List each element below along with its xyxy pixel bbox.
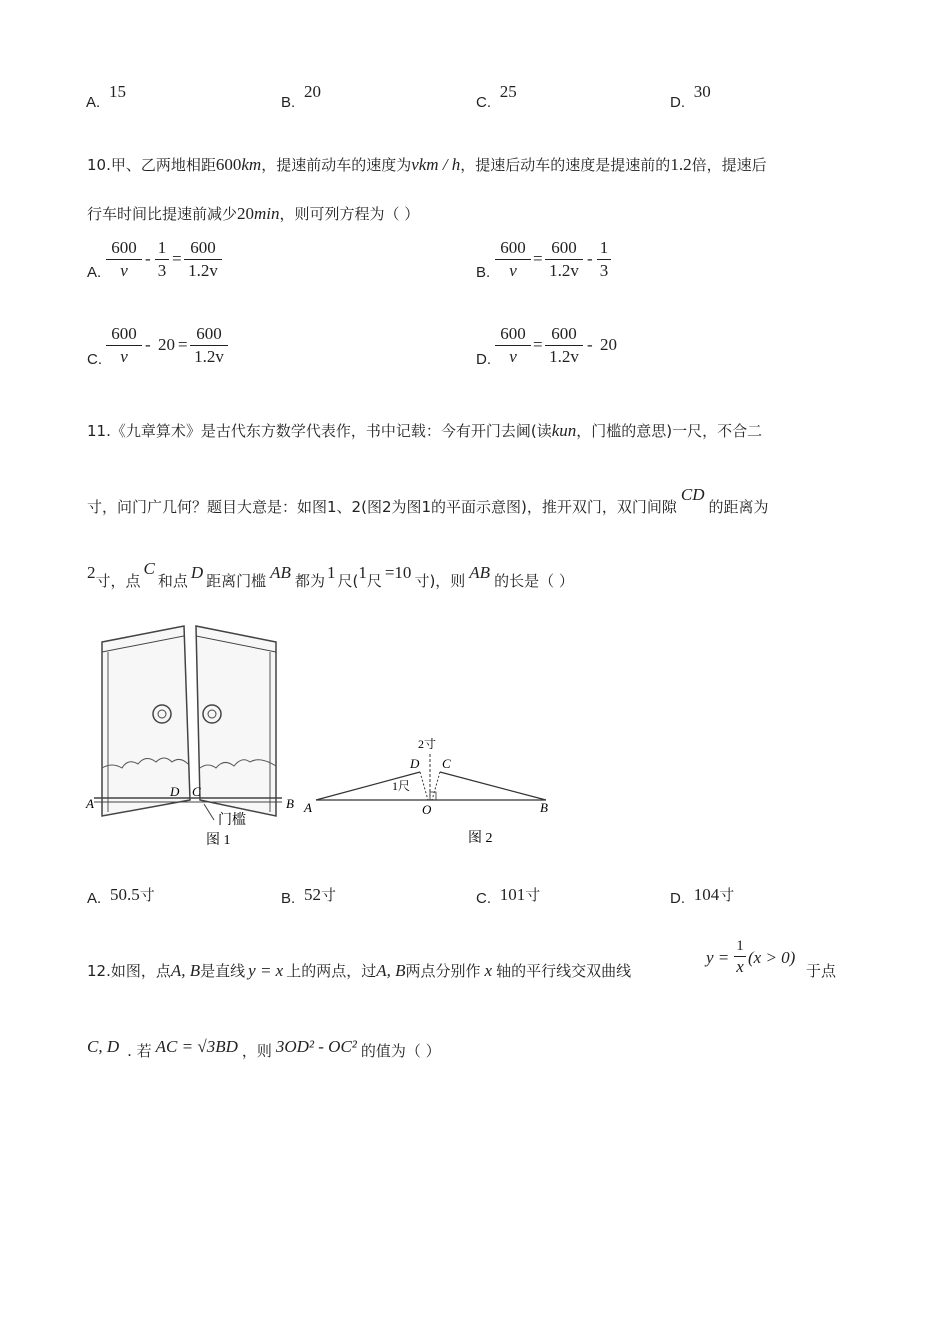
denominator: v — [120, 347, 128, 366]
q11-c: C — [143, 559, 155, 578]
option-label: A. — [86, 94, 101, 111]
fraction — [184, 237, 222, 282]
option-value: 50.5 — [109, 885, 140, 904]
denominator: v — [120, 261, 128, 280]
operator: - — [587, 335, 593, 354]
q10-stem-line2 — [87, 203, 419, 224]
denominator: v — [509, 347, 517, 366]
q9-option-c[interactable] — [476, 82, 517, 112]
fraction — [545, 323, 583, 368]
fig2-label-c: C — [442, 756, 451, 771]
fig1-label-d: D — [170, 784, 180, 799]
denominator: v — [509, 261, 517, 280]
q12-text: ，则 — [241, 1042, 272, 1060]
q10-text: ，提速后动车的速度是提速前的 — [460, 156, 671, 174]
q11-stem-line2 — [87, 485, 769, 517]
denominator: x — [736, 957, 744, 976]
q11-stem-line1 — [87, 420, 762, 441]
fig1-label-b: B — [286, 796, 294, 811]
q11-option-d[interactable] — [670, 887, 734, 908]
q11-option-a[interactable] — [87, 887, 155, 908]
q12-curve-y: y = — [706, 948, 730, 967]
q11-option-c[interactable] — [476, 887, 540, 908]
fig2-label-a: A — [304, 800, 312, 815]
fig1-threshold-label: 门槛 — [218, 813, 246, 828]
q11-text: 尺( — [337, 572, 359, 590]
fraction — [106, 237, 142, 282]
q11-equals-ten: =10 — [384, 563, 412, 582]
q11-kun: kun — [551, 421, 577, 440]
numerator: 1 — [155, 237, 169, 260]
q11-text: 11.《九章算术》是古代东方数学代表作，书中记载：今有开门去阃(读 — [87, 422, 552, 440]
threshold-pointer — [204, 804, 214, 820]
fraction — [597, 237, 611, 282]
fig2-side-label: 1尺 — [392, 779, 411, 793]
q11-stem-line3 — [87, 559, 574, 591]
q12-expression: 3OD² - OC² — [275, 1037, 357, 1056]
option-value: 104 — [693, 885, 720, 904]
option-label: C. — [87, 351, 102, 368]
numerator: 600 — [495, 323, 531, 346]
numerator: 1 — [597, 237, 611, 260]
q10-text: 行车时间比提速前减少 — [87, 205, 238, 223]
q12-text: 上的两点，过 — [286, 962, 377, 980]
fraction — [155, 237, 169, 282]
q11-text: 都为 — [294, 572, 325, 590]
q11-one: 1 — [326, 563, 336, 582]
numerator: 600 — [495, 237, 531, 260]
numerator: 600 — [184, 237, 222, 260]
line-cb — [440, 772, 546, 800]
fig2-label-o: O — [422, 802, 432, 817]
q10-speed: vkm / h — [411, 155, 461, 174]
q12-text: . 若 — [127, 1042, 152, 1060]
q10-distance: 600 — [215, 155, 242, 174]
denominator: 3 — [157, 261, 167, 280]
option-label: B. — [281, 94, 296, 111]
q12-ratio: AC = √3BD — [155, 1037, 238, 1056]
q10-text: ，则可列方程为（ ） — [279, 205, 420, 223]
q11-text: 距离门槛 — [206, 572, 267, 590]
q11-text: 尺 — [366, 572, 382, 590]
fig2-label-d: D — [410, 756, 420, 771]
q11-cd: CD — [680, 485, 705, 504]
operator: - — [145, 335, 151, 354]
q10-text: ，提速前动车的速度为 — [261, 156, 412, 174]
option-value: 15 — [108, 82, 126, 101]
q12-text: 两点分别作 — [405, 962, 481, 980]
constant: 20 — [600, 335, 617, 354]
figure-2 — [302, 728, 564, 850]
q11-ab: AB — [270, 563, 291, 582]
denominator: 1.2v — [549, 261, 579, 280]
equals: = — [533, 335, 543, 354]
q11-text: 的距离为 — [708, 498, 769, 516]
q12-text: 轴的平行线交双曲线 — [496, 962, 632, 980]
denominator: 1.2v — [549, 347, 579, 366]
equals: = — [533, 249, 543, 268]
q11-two: 2 — [87, 563, 96, 582]
option-label: A. — [87, 264, 102, 281]
denominator: 1.2v — [188, 261, 218, 280]
q12-text: 的值为（ ） — [360, 1042, 441, 1060]
option-value: 30 — [693, 82, 711, 101]
option-label: B. — [476, 264, 491, 281]
q9-option-a[interactable] — [86, 82, 126, 112]
numerator: 600 — [106, 237, 142, 260]
q9-option-b[interactable] — [281, 82, 321, 112]
operator: - — [145, 249, 151, 268]
line-do — [420, 772, 428, 800]
fraction — [190, 323, 228, 368]
q12-line-equation: y = x — [248, 961, 284, 980]
option-value: 25 — [499, 82, 517, 101]
option-value: 101 — [499, 885, 526, 904]
fraction — [545, 237, 583, 282]
q11-text: ，门槛的意思)一尺，不合二 — [576, 422, 763, 440]
fraction — [495, 323, 531, 368]
numerator: 600 — [545, 323, 583, 346]
q10-reduce: 20 — [237, 204, 255, 223]
denominator: 3 — [599, 261, 609, 280]
q12-ab: A, B — [170, 961, 201, 980]
fig2-caption: 图 2 — [468, 831, 493, 846]
q12-text: 于点 — [806, 962, 837, 980]
figure-1 — [82, 618, 302, 850]
q10-stem-line1 — [87, 154, 767, 175]
fraction — [495, 237, 531, 282]
option-label: B. — [281, 890, 296, 907]
q12-text: 12.如图，点 — [87, 962, 171, 980]
fig1-label-a: A — [86, 796, 94, 811]
option-unit: 寸 — [719, 886, 735, 904]
q11-ab: AB — [469, 563, 491, 582]
option-label: C. — [476, 94, 491, 111]
option-label: C. — [476, 890, 491, 907]
fraction — [106, 323, 142, 368]
constant: 20 — [158, 335, 175, 354]
numerator: 600 — [106, 323, 142, 346]
equals: = — [172, 249, 182, 268]
option-value: 20 — [303, 82, 321, 101]
numerator: 600 — [545, 237, 583, 260]
q12-curve-fraction — [734, 936, 746, 977]
q12-stem-line2 — [87, 1037, 441, 1061]
numerator: 1 — [734, 936, 746, 957]
q11-text: 寸，点 — [95, 572, 141, 590]
operator: - — [587, 249, 593, 268]
q11-d: D — [190, 563, 204, 582]
numerator: 600 — [190, 323, 228, 346]
q11-text: 寸，问门广几何？题目大意是：如图1、2(图2为图1的平面示意图)，推开双门，双门间隙 — [87, 498, 677, 516]
q12-stem-line1 — [87, 960, 631, 981]
q12-cd: C, D — [87, 1037, 120, 1056]
q11-one: 1 — [358, 563, 367, 582]
option-label: D. — [670, 890, 685, 907]
option-unit: 寸 — [139, 886, 155, 904]
q11-option-b[interactable] — [281, 887, 336, 908]
option-value: 52 — [303, 885, 321, 904]
option-label: D. — [476, 351, 491, 368]
q11-text: 的长是（ ） — [494, 572, 574, 590]
q10-text: 10.甲、乙两地相距 — [87, 156, 216, 174]
q11-text: 寸)，则 — [414, 572, 466, 590]
q10-reduce-unit: min — [254, 204, 280, 223]
fig1-caption: 图 1 — [206, 833, 231, 848]
option-unit: 寸 — [320, 886, 336, 904]
q12-ab: A, B — [376, 961, 406, 980]
equals: = — [178, 335, 188, 354]
q11-text: 和点 — [157, 572, 188, 590]
denominator: 1.2v — [194, 347, 224, 366]
right-door — [196, 626, 276, 816]
q10-text: 倍，提速后 — [691, 156, 767, 174]
q12-condition: (x > 0) — [748, 948, 796, 967]
q10-distance-unit: km — [241, 155, 262, 174]
option-label: A. — [87, 890, 102, 907]
option-unit: 寸 — [525, 886, 541, 904]
q10-factor: 1.2 — [670, 155, 692, 174]
fig2-label-b: B — [540, 800, 548, 815]
fig1-label-c: C — [192, 784, 201, 799]
fig2-top-label: 2寸 — [418, 737, 437, 751]
q12-x-axis: x — [484, 961, 493, 980]
q12-text: 是直线 — [200, 962, 246, 980]
q9-option-d[interactable] — [670, 82, 711, 112]
option-label: D. — [670, 94, 685, 111]
